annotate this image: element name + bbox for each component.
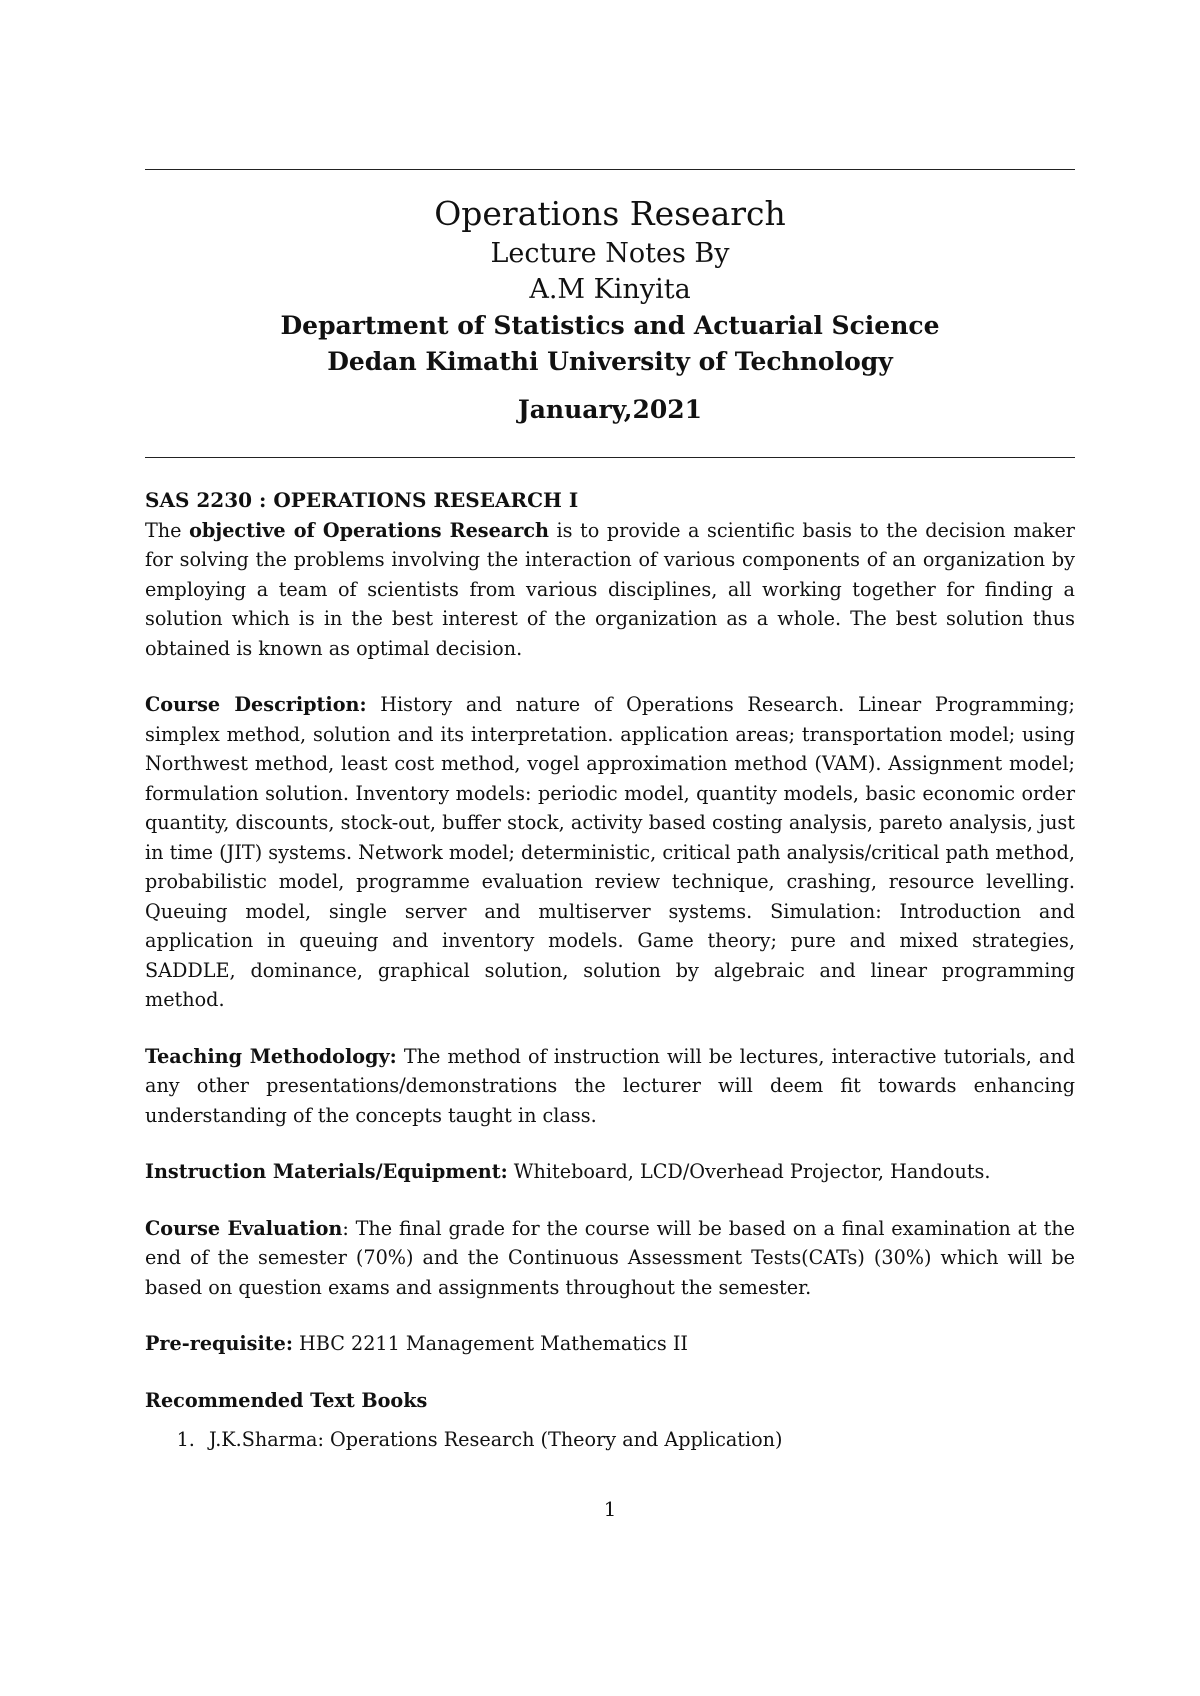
top-rule	[145, 169, 1075, 170]
section-label: Course Evaluation	[145, 1216, 343, 1240]
section-label: Instruction Materials/Equipment:	[145, 1160, 508, 1183]
objective-text: is to provide a scientific basis to the decision maker for solving the problems involving the interaction of various components of an organization by employing a team of scientists from various disciplines, all working together for finding a solution which is in the best interest of the organization as a whole. The best solution thus obtained is known as optimal decision.	[145, 518, 1075, 660]
objective-bold: objective of Operations Research	[189, 518, 549, 542]
document-title: Operations Research	[434, 194, 786, 233]
teaching-methodology-paragraph	[145, 1042, 1075, 1131]
page-number: 1	[603, 1497, 617, 1521]
course-evaluation-paragraph	[145, 1214, 1075, 1303]
document-body	[145, 486, 1075, 1455]
bottom-rule	[145, 457, 1075, 458]
prerequisite-paragraph	[145, 1329, 1075, 1359]
document-subtitle: Lecture Notes By	[490, 238, 730, 269]
section-text: Whiteboard, LCD/Overhead Projector, Handouts.	[507, 1160, 991, 1183]
section-text: The method of instruction will be lectures, interactive tutorials, and any other presentations/demonstrations the lecturer will deem fit towards enhancing understanding of the concepts taught in class.	[145, 1044, 1075, 1127]
section-text: : The final grade for the course will be based on a final examination at the end of the semester (70%) and the Continuous Assessment Tests(CATs) (30%) which will be based on question exams and assignments throughout the semester.	[145, 1216, 1075, 1299]
title-block	[145, 192, 1075, 428]
department-name: Department of Statistics and Actuarial Science	[280, 311, 940, 340]
recommended-books-heading: Recommended Text Books	[145, 1388, 428, 1412]
author-name: A.M Kinyita	[529, 274, 691, 305]
university-name: Dedan Kimathi University of Technology	[327, 347, 893, 376]
objective-lead: The	[145, 518, 190, 542]
section-text: History and nature of Operations Research. Linear Programming; simplex method, solution and its interpretation. application areas; transportation model; using Northwest method, least cost method, vogel approximation method (VAM). Assignment model; formulation solution. Inventory models: periodic model, quantity models, basic economic order quantity, discounts, stock-out, buffer stock, activity based costing analysis, pareto analysis, just in time (JIT) systems. Network model; deterministic, critical path analysis/critical path method, probabilistic model, programme evaluation review technique, crashing, resource levelling. Queuing model, single server and multiserver systems. Simulation: Introduction and application in queuing and inventory models. Game theory; pure and mixed strategies, SADDLE, dominance, graphical solution, solution by algebraic and linear programming method.	[145, 693, 1075, 1011]
course-code-title: SAS 2230 : OPERATIONS RESEARCH I	[145, 488, 579, 512]
section-label: Pre-requisite:	[145, 1332, 293, 1355]
objective-paragraph	[145, 516, 1075, 664]
course-description-paragraph	[145, 690, 1075, 1015]
instruction-materials-paragraph	[145, 1157, 1075, 1187]
section-label: Teaching Methodology:	[145, 1044, 397, 1068]
document-date: January,2021	[517, 395, 703, 424]
recommended-books-list	[145, 1425, 1075, 1455]
section-label: Course Description:	[145, 693, 367, 716]
list-item: 1. J.K.Sharma: Operations Research (Theory and Application)	[201, 1425, 1075, 1455]
section-text: HBC 2211 Management Mathematics II	[292, 1332, 689, 1355]
